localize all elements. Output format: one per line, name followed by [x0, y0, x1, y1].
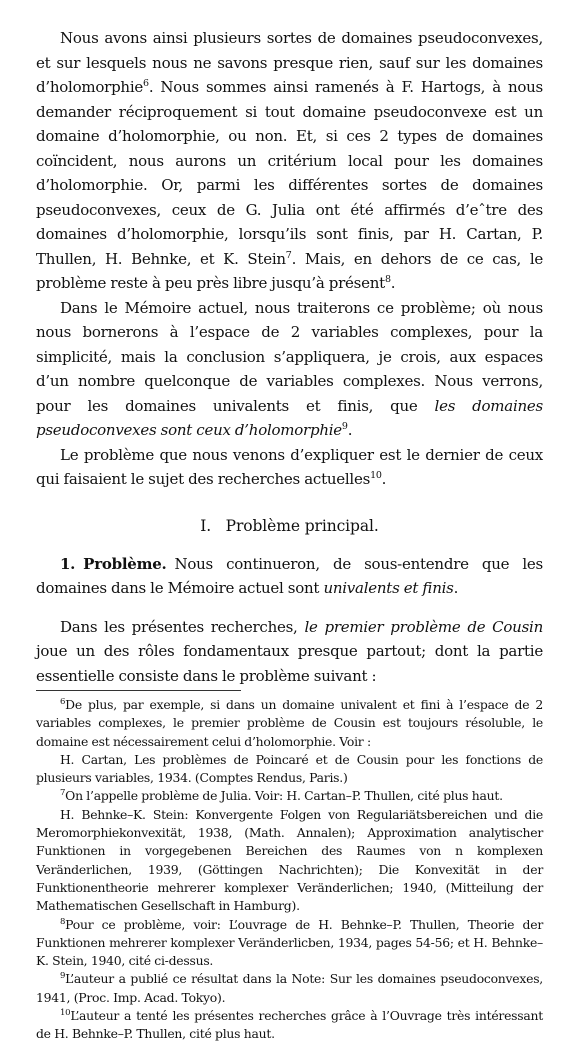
footnote-number: 9 — [60, 971, 66, 982]
paragraph-memoir-scope — [36, 296, 543, 443]
footnotes — [36, 696, 543, 1044]
paragraph-text: Le problème que nous venons d’expliquer est le dernier de ceux qui faisaient le sujet des recherches actuelles — [36, 445, 543, 488]
univalent-emphasis: univalents et finis — [323, 579, 454, 597]
footnote-ref-6[interactable]: 6 — [143, 78, 149, 89]
cousin-emphasis: le premier problème de Cousin — [304, 617, 543, 636]
footnote-6-citation — [36, 751, 543, 788]
footnote-text: Pour ce problème, voir: L’ouvrage de H. Behnke–P. Thullen, Theorie der Funktionen mehrerer komplexer Veränderlicben, 1934, pages 54-56; et H. Behnke–K. Stein, 1940, cité ci-dessus. — [36, 916, 543, 969]
problem-name: Problème. — [83, 554, 167, 573]
footnote-text: De plus, par exemple, si dans un domaine univalent et fini à l’espace de 2 variables complexes, le premier problème de Cousin est toujours résoluble, le domaine est nécessairement celui d’holomorphie. Voir : — [36, 697, 543, 749]
paragraph-text: joue un des rôles fondamentaux presque partout; dont la partie essentielle consiste dans le problème suivant : — [36, 642, 543, 685]
paragraph-text: Dans les présentes recherches, — [60, 617, 305, 636]
paragraph-text: . Nous sommes ainsi ramenés à F. Hartogs, à nous demander réciproquement si tout domaine pseudoconvexe est un domaine d’holomorphie, ou non. Et, si ces 2 types de domaines coïncident, nous aurons un critérium local pour les domaines d’holomorphie. Or, parmi les différentes sortes de domaines pseudoconvexes, ceux de G. Julia ont été affirmés d’eˆtre des domaines d’holomorphie, lorsqu’ils sont finis, par H. Cartan, P. Thullen, H. Behnke, et K. Stein — [36, 78, 543, 268]
footnote-number: 8 — [60, 916, 66, 927]
footnote-8 — [36, 916, 543, 971]
page-content — [36, 26, 543, 1044]
spacer — [36, 601, 543, 615]
problem-number: 1. — [60, 554, 76, 573]
footnote-number: 6 — [60, 697, 66, 707]
footnote-ref-8[interactable]: 8 — [384, 274, 391, 285]
problem-statement — [36, 552, 543, 601]
footnote-text: L’auteur a publié ce résultat dans la Note: Sur les domaines pseudoconvexes, 1941, (Proc. Imp. Acad. Tokyo). — [36, 971, 543, 1005]
footnote-text: L’auteur a tenté les présentes recherches grâce à l’Ouvrage très intéressant de H. Behnke–P. Thullen, cité plus haut. — [36, 1008, 543, 1042]
footnote-10 — [36, 1007, 543, 1044]
section-heading: I. Problème principal. — [200, 516, 379, 535]
footnote-7-citation — [36, 806, 543, 916]
footnote-ref-10[interactable]: 10 — [370, 470, 382, 481]
paragraph-text: . — [381, 470, 387, 488]
footnote-text: H. Cartan, Les problèmes de Poincaré et de Cousin pour les fonctions de plusieurs variables, 1934. (Comptes Rendus, Paris.) — [36, 751, 543, 786]
paragraph-text: Dans le Mémoire actuel, nous traiterons ce problème; où nous nous bornerons à l’espace de 2 variables complexes, pour la simplicité, mais la conclusion s’appliquera, je crois, aux espaces d’un nombre quelconque de variables complexes. Nous verrons, pour les domaines univalents et finis, que — [36, 298, 543, 415]
footnote-ref-9[interactable]: 9 — [341, 421, 348, 432]
paragraph-last-problem — [36, 443, 543, 492]
footnote-7 — [36, 787, 543, 805]
paragraph-cousin — [36, 615, 543, 689]
paragraph-text: . — [453, 579, 459, 597]
footnote-number: 10 — [60, 1008, 71, 1019]
footnote-ref-7[interactable]: 7 — [285, 249, 292, 261]
main-result-emphasis: les domaines pseudoconvexes sont ceux d’holomorphie — [36, 396, 543, 439]
footnote-9 — [36, 970, 543, 1007]
paragraph-text: . — [347, 421, 353, 439]
footnote-text: H. Behnke–K. Stein: Konvergente Folgen von Regulariätsbereichen und die Meromorphiekonvexität, 1938, (Math. Annalen); Approximation analytischer Funktionen in vorgegebenen Bereichen des Raumes von n komplexen Veränderlichen, 1939, (Göttingen Nachrichten); Die Konvexität in der Funktionentheorie mehrerer komplexer Veränderlichen; 1940, (Mitteilung der Mathematischen Gesellschaft in Hamburg). — [36, 806, 543, 914]
paragraph-text: Nous avons ainsi plusieurs sortes de domaines pseudoconvexes, et sur lesquels nous ne savons presque rien, sauf sur les domaines d’holomorphie — [36, 29, 543, 96]
footnote-6 — [36, 696, 543, 751]
paragraph-pseudoconvex-types — [36, 26, 543, 296]
footnote-number: 7 — [60, 788, 66, 799]
paragraph-text: . — [390, 274, 396, 292]
paragraph-text: . Mais, en dehors de ce cas, le problème reste à peu près libre jusqu’à présent — [36, 249, 543, 292]
paragraph-text: Nous continueron, de sous-entendre que les domaines dans le Mémoire actuel sont — [36, 554, 543, 597]
footnote-text: On l’appelle problème de Julia. Voir: H. Cartan–P. Thullen, cité plus haut. — [65, 788, 503, 804]
footnote-divider — [36, 690, 241, 691]
